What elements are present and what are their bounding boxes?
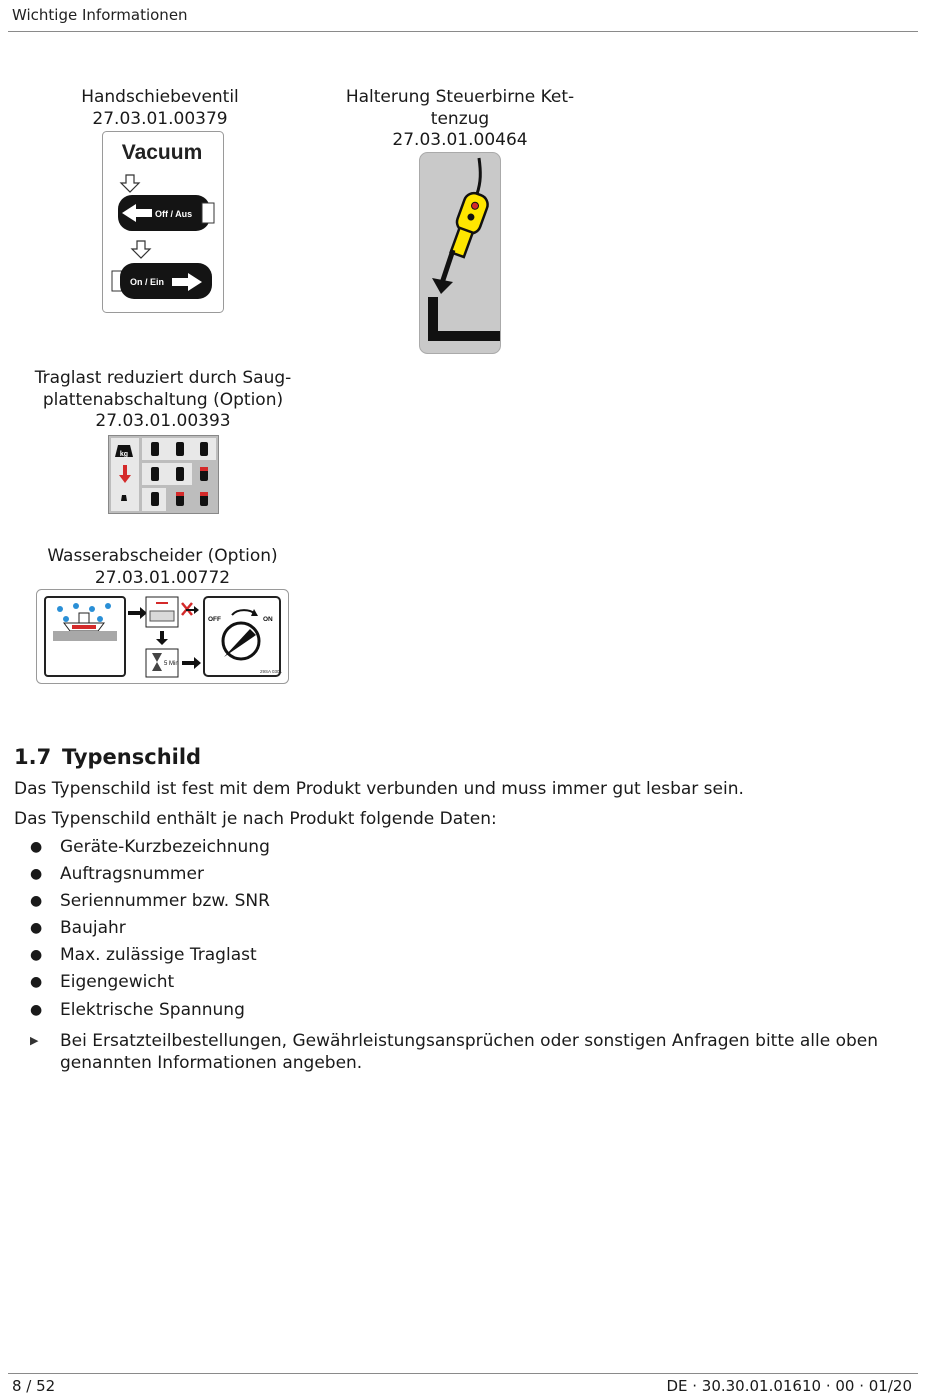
caption-line: tenzug — [430, 108, 490, 129]
header-rule — [8, 31, 918, 32]
list-item-text: Seriennummer bzw. SNR — [60, 891, 270, 912]
list-item — [30, 863, 270, 890]
paragraph-nameplate-data: Das Typenschild enthält je nach Produkt folgende Daten: — [14, 809, 497, 829]
list-item — [30, 971, 270, 998]
list-item-text: Elektrische Spannung — [60, 999, 245, 1020]
page-header-title: Wichtige Informationen — [12, 6, 188, 24]
label-caption-hand-valve — [60, 87, 260, 130]
on-text: ON — [263, 616, 273, 623]
caption-line: 27.03.01.00393 — [95, 411, 231, 431]
caption-line: Halterung Steuerbirne Ket- — [345, 87, 575, 107]
page-number: 8 / 52 — [12, 1377, 56, 1395]
vacuum-valve-label-icon — [102, 131, 224, 313]
caption-line: 27.03.01.00464 — [392, 130, 528, 150]
bullet-dot-icon: ● — [30, 974, 43, 991]
list-item-text: Eigengewicht — [60, 972, 175, 993]
caption-line: Handschiebeventil — [81, 87, 239, 107]
on-ein-text: On / Ein — [130, 277, 165, 287]
list-item — [30, 890, 270, 917]
bullet-dot-icon: ● — [30, 920, 43, 937]
list-item — [30, 944, 270, 971]
footer-rule — [8, 1373, 918, 1374]
list-item-text: Auftragsnummer — [60, 864, 204, 885]
bullet-dot-icon: ● — [30, 839, 43, 855]
section-title: Typenschild — [62, 745, 202, 769]
vacuum-text: Vacuum — [121, 141, 203, 164]
paragraph-nameplate-attached: Das Typenschild ist fest mit dem Produkt verbunden und muss immer gut lesbar sein. — [14, 779, 744, 799]
caption-line: plattenabschaltung (Option) — [42, 389, 284, 410]
list-item — [30, 999, 270, 1026]
list-item-text: Baujahr — [60, 918, 126, 939]
label-caption-water-separator — [40, 546, 285, 589]
bullet-dot-icon: ● — [30, 947, 43, 964]
caption-line: 27.03.01.00379 — [92, 108, 228, 129]
section-heading — [14, 745, 201, 769]
label-code-text: 29SA 0301 — [260, 669, 283, 674]
label-caption-load-reduction — [13, 368, 313, 433]
pendant-holder-label-icon — [419, 152, 501, 354]
caption-line: Traglast reduziert durch Saug- — [34, 368, 292, 388]
load-reduction-label-icon — [108, 435, 219, 514]
bullet-dot-icon: ● — [30, 866, 43, 883]
nameplate-data-list — [30, 836, 270, 1026]
label-caption-pendant-holder — [330, 87, 590, 152]
instruction-text: Bei Ersatzteilbestellungen, Gewährleistungsansprüchen oder sonstigen Anfragen bitte alle oben genannten Informationen angeben. — [60, 1031, 879, 1073]
water-separator-label-icon — [36, 589, 289, 684]
bullet-dot-icon: ● — [30, 1001, 43, 1018]
triangle-right-icon: ▶ — [30, 1034, 39, 1047]
list-item — [30, 917, 270, 944]
kg-text: kg — [119, 451, 129, 458]
five-min-text: 5 Min — [164, 661, 179, 667]
list-item — [30, 836, 270, 863]
off-aus-text: Off / Aus — [155, 209, 193, 219]
instruction-step — [30, 1030, 910, 1074]
caption-line: Wasserabscheider (Option) — [47, 546, 278, 566]
section-number: 1.7 — [14, 745, 52, 769]
caption-line: 27.03.01.00772 — [94, 567, 231, 588]
list-item-text: Max. zulässige Traglast — [60, 945, 257, 966]
document-reference: DE · 30.30.01.01610 · 00 · 01/20 — [666, 1377, 912, 1395]
bullet-dot-icon: ● — [30, 893, 43, 910]
off-text: OFF — [208, 616, 221, 623]
list-item-text: Geräte-Kurzbezeichnung — [60, 837, 270, 857]
